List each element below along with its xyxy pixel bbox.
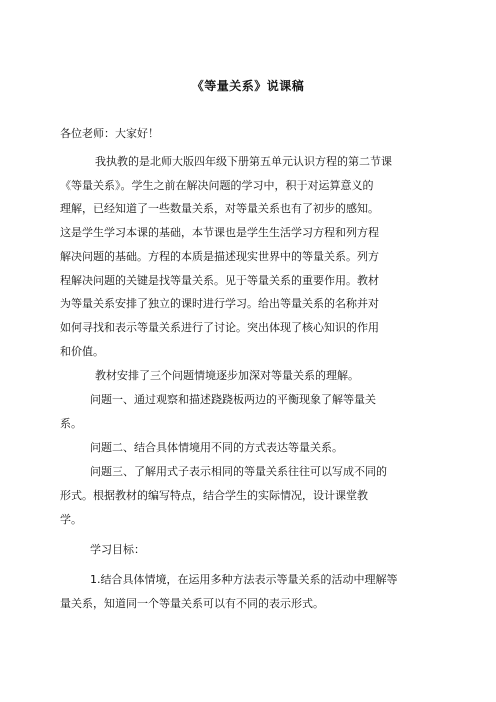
greeting-line: 各位老师：大家好！ xyxy=(60,127,159,140)
paragraph-line: 解决问题的基础。方程的本质是描述现实世界中的等量关系。列方 xyxy=(60,250,379,263)
paragraph-line: 教材安排了三个问题情境逐步加深对等量关系的理解。 xyxy=(95,369,359,382)
question-three-line: 学。 xyxy=(60,513,82,526)
question-one-line: 问题一、通过观察和描述跷跷板两边的平衡现象了解等量关 xyxy=(90,393,376,406)
question-one-line: 系。 xyxy=(60,417,82,430)
objective-line: 量关系，知道同一个等量关系可以有不同的表示形式。 xyxy=(60,597,324,610)
paragraph-line: 如何寻找和表示等量关系进行了讨论。突出体现了核心知识的作用 xyxy=(60,321,379,334)
section-heading: 学习目标： xyxy=(90,543,145,556)
question-two-line: 问题二、结合具体情境用不同的方式表达等量关系。 xyxy=(90,441,343,454)
objective-line: 1.结合具体情境，在运用多种方法表示等量关系的活动中理解等 xyxy=(90,573,398,586)
question-three-line: 问题三、了解用式子表示相同的等量关系往往可以写成不同的 xyxy=(90,465,387,478)
paragraph-line: 这是学生学习本课的基础，本节课也是学生生活学习方程和列方程 xyxy=(60,226,379,239)
paragraph-line: 《等量关系》。学生之前在解决问题的学习中，积于对运算意义的 xyxy=(60,179,374,192)
paragraph-line: 理解，已经知道了一些数量关系，对等量关系也有了初步的感知。 xyxy=(60,202,379,215)
paragraph-line: 程解决问题的关键是找等量关系。见于等量关系的重要作用。教材 xyxy=(60,274,379,287)
paragraph-line: 和价值。 xyxy=(60,345,104,358)
paragraph-line: 我执教的是北师大版四年级下册第五单元认识方程的第二节课 xyxy=(95,155,392,168)
question-three-line: 形式。根据教材的编写特点，结合学生的实际情况，设计课堂教 xyxy=(60,489,368,502)
document-title: 《等量关系》说课稿 xyxy=(191,79,305,93)
paragraph-line: 为等量关系安排了独立的课时进行学习。给出等量关系的名称并对 xyxy=(60,297,379,310)
